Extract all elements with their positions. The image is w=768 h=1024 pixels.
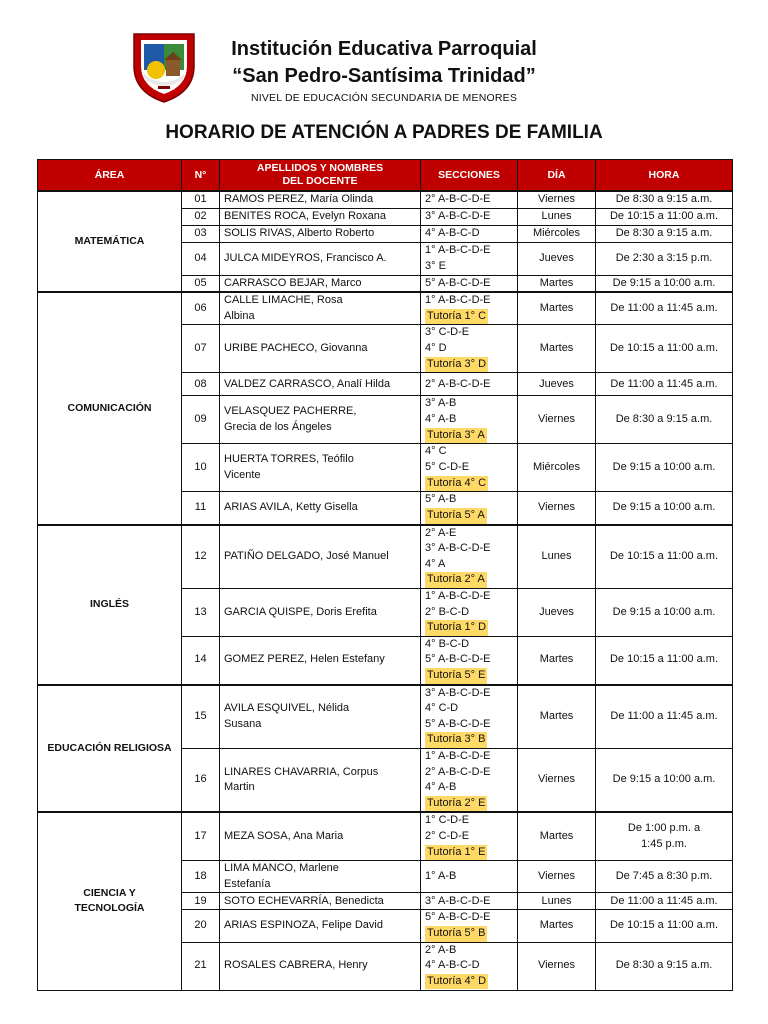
teacher-name-line: GARCIA QUISPE, Doris Erefita	[224, 605, 377, 618]
tutoria-badge: Tutoría 1° E	[425, 845, 487, 861]
time-line: De 11:00 a 11:45 a.m.	[610, 894, 718, 907]
teacher-name	[220, 636, 421, 684]
sections-cell	[421, 325, 518, 373]
day-cell: Lunes	[518, 893, 596, 910]
sections-cell	[421, 525, 518, 589]
section-line: 3° A-B-C-D-E	[425, 686, 491, 699]
teacher-name-line: VALDEZ CARRASCO, Analí Hilda	[224, 377, 391, 390]
area-name: TECNOLOGÍA	[74, 902, 145, 915]
area-cell	[38, 191, 182, 292]
section-line: 5° A-B-C-D-E	[425, 717, 491, 730]
tutoria-badge: Tutoría 5° B	[425, 926, 487, 942]
teacher-number: 13	[182, 588, 220, 636]
teacher-name	[220, 396, 421, 444]
sections-cell	[421, 396, 518, 444]
teacher-number: 09	[182, 396, 220, 444]
time-cell	[596, 748, 733, 812]
teacher-number: 21	[182, 942, 220, 990]
section-line: 1° A-B-C-D-E	[425, 294, 491, 307]
teacher-name-line: GOMEZ PEREZ, Helen Estefany	[224, 653, 385, 666]
table-row	[38, 292, 733, 325]
day-cell: Jueves	[518, 242, 596, 275]
section-line: 4° A	[425, 557, 446, 570]
day-cell: Martes	[518, 325, 596, 373]
section-line: 2° A-B-C-D-E	[425, 377, 491, 390]
day-cell: Viernes	[518, 492, 596, 525]
tutoria-line	[425, 796, 513, 812]
teacher-number: 20	[182, 910, 220, 942]
teacher-number: 01	[182, 191, 220, 208]
time-cell	[596, 325, 733, 373]
day-cell: Martes	[518, 275, 596, 292]
time-cell	[596, 208, 733, 225]
teacher-name-line: BENITES ROCA, Evelyn Roxana	[224, 209, 387, 222]
time-line: De 10:15 a 11:00 a.m.	[609, 653, 719, 666]
time-line: De 2:30 a 3:15 p.m.	[615, 251, 713, 264]
time-cell	[596, 861, 733, 893]
institution-name: Institución Educativa Parroquial	[231, 38, 537, 60]
teacher-number: 07	[182, 325, 220, 373]
teacher-name	[220, 861, 421, 893]
teacher-name-line: ROSALES CABRERA, Henry	[224, 959, 368, 972]
section-line: 5° C-D-E	[425, 461, 470, 474]
time-cell	[596, 685, 733, 749]
time-cell	[596, 636, 733, 684]
teacher-name	[220, 444, 421, 492]
section-line: 1° A-B-C-D-E	[425, 749, 491, 762]
teacher-name-line: Martin	[224, 781, 255, 794]
education-level: NIVEL DE EDUCACIÓN SECUNDARIA DE MENORES	[250, 92, 518, 104]
time-line: De 10:15 a 11:00 a.m.	[609, 209, 719, 222]
teacher-name	[220, 242, 421, 275]
time-cell	[596, 910, 733, 942]
tutoria-line	[425, 508, 513, 524]
sections-cell	[421, 225, 518, 242]
time-line: De 9:15 a 10:00 a.m.	[612, 605, 716, 618]
section-line: 2° A-B-C-D-E	[425, 193, 491, 205]
column-header-sections: SECCIONES	[421, 160, 518, 192]
teacher-name	[220, 910, 421, 942]
sections-cell	[421, 812, 518, 860]
teacher-name	[220, 685, 421, 749]
time-line: De 1:00 p.m. a	[627, 822, 701, 835]
teacher-name-line: CARRASCO BEJAR, Marco	[224, 276, 362, 289]
day-cell: Viernes	[518, 942, 596, 990]
section-line: 3° A-B	[425, 397, 457, 410]
teacher-name-line: URIBE PACHECO, Giovanna	[224, 342, 368, 355]
teacher-number: 05	[182, 275, 220, 292]
time-line: De 10:15 a 11:00 a.m.	[609, 549, 719, 562]
time-line: De 8:30 a 9:15 a.m.	[615, 959, 713, 972]
teacher-name-line: SOLIS RIVAS, Alberto Roberto	[224, 226, 375, 239]
teacher-name	[220, 492, 421, 525]
tutoria-badge: Tutoría 1° C	[425, 309, 488, 325]
day-cell: Martes	[518, 636, 596, 684]
time-cell	[596, 373, 733, 396]
day-cell: Viernes	[518, 748, 596, 812]
teacher-number: 16	[182, 748, 220, 812]
section-line: 4° A-B-C-D	[425, 959, 480, 972]
teacher-number: 04	[182, 242, 220, 275]
page-title: HORARIO DE ATENCIÓN A PADRES DE FAMILIA	[165, 122, 603, 143]
teacher-name-line: ARIAS AVILA, Ketty Gisella	[224, 501, 358, 514]
day-cell: Miércoles	[518, 444, 596, 492]
area-cell	[38, 292, 182, 524]
section-line: 3° E	[425, 259, 446, 272]
teacher-name-line: AVILA ESQUIVEL, Nélida	[224, 702, 350, 715]
tutoria-line	[425, 926, 513, 942]
teacher-name-line: HUERTA TORRES, Teófilo	[224, 453, 354, 466]
day-cell: Lunes	[518, 525, 596, 589]
teacher-name	[220, 191, 421, 208]
teacher-name-line: ARIAS ESPINOZA, Felipe David	[224, 919, 383, 932]
tutoria-line	[425, 620, 513, 636]
tutoria-line	[425, 357, 513, 373]
time-line: De 10:15 a 11:00 a.m.	[609, 919, 719, 932]
day-cell: Viernes	[518, 396, 596, 444]
sections-cell	[421, 636, 518, 684]
section-line: 3° A-B-C-D-E	[425, 542, 491, 555]
area-cell	[38, 685, 182, 813]
teacher-name-line: LIMA MANCO, Marlene	[224, 862, 339, 875]
day-cell: Viernes	[518, 191, 596, 208]
time-cell	[596, 225, 733, 242]
teacher-name	[220, 225, 421, 242]
section-line: 2° A-B-C-D-E	[425, 765, 491, 778]
sections-cell	[421, 893, 518, 910]
teacher-number: 17	[182, 812, 220, 860]
column-header-teacher-line1: APELLIDOS Y NOMBRES	[256, 162, 384, 174]
day-cell: Martes	[518, 685, 596, 749]
area-name: EDUCACIÓN RELIGIOSA	[47, 741, 172, 754]
column-header-teacher-line2: DEL DOCENTE	[282, 175, 358, 187]
sections-cell	[421, 191, 518, 208]
time-line: De 8:30 a 9:15 a.m.	[615, 226, 713, 239]
table-row	[38, 525, 733, 589]
tutoria-badge: Tutoría 4° D	[425, 974, 488, 990]
time-line: De 8:30 a 9:15 a.m.	[615, 413, 713, 426]
teacher-number: 19	[182, 893, 220, 910]
teacher-name-line: CALLE LIMACHE, Rosa	[224, 294, 343, 307]
sections-cell	[421, 942, 518, 990]
tutoria-badge: Tutoría 4° C	[425, 476, 488, 492]
section-line: 4° D	[425, 342, 447, 355]
teacher-name	[220, 588, 421, 636]
section-line: 2° B-C-D	[425, 605, 470, 618]
time-cell	[596, 893, 733, 910]
sections-cell	[421, 910, 518, 942]
time-cell	[596, 242, 733, 275]
teacher-name-line: Susana	[224, 717, 262, 730]
day-cell: Lunes	[518, 208, 596, 225]
table-row	[38, 685, 733, 749]
day-cell: Miércoles	[518, 225, 596, 242]
teacher-name	[220, 325, 421, 373]
column-header-teacher	[220, 160, 421, 192]
section-line: 1° A-B-C-D-E	[425, 244, 491, 256]
sections-cell	[421, 861, 518, 893]
section-line: 2° C-D-E	[425, 829, 470, 842]
section-line: 1° C-D-E	[425, 814, 470, 827]
schedule-table	[37, 159, 733, 991]
teacher-name-line: Albina	[224, 309, 255, 322]
time-line: De 11:00 a 11:45 a.m.	[610, 377, 718, 390]
tutoria-badge: Tutoría 2° E	[425, 796, 487, 812]
tutoria-badge: Tutoría 1° D	[425, 620, 488, 636]
teacher-name-line: Estefanía	[224, 877, 271, 890]
time-line: De 10:15 a 11:00 a.m.	[609, 342, 719, 355]
tutoria-badge: Tutoría 3° B	[425, 732, 487, 748]
time-line: De 7:45 a 8:30 p.m.	[615, 869, 713, 882]
teacher-name-line: Vicente	[224, 468, 261, 481]
time-cell	[596, 588, 733, 636]
time-cell	[596, 942, 733, 990]
tutoria-line	[425, 974, 513, 990]
tutoria-line	[425, 309, 513, 325]
teacher-number: 15	[182, 685, 220, 749]
time-cell	[596, 444, 733, 492]
teacher-number: 02	[182, 208, 220, 225]
tutoria-line	[425, 476, 513, 492]
teacher-name	[220, 292, 421, 325]
column-header-day: DÍA	[518, 160, 596, 192]
section-line: 4° A-B-C-D	[425, 226, 480, 239]
institution-subname: “San Pedro-Santísima Trinidad”	[232, 65, 536, 87]
section-line: 4° B-C-D	[425, 637, 470, 650]
teacher-number: 10	[182, 444, 220, 492]
sections-cell	[421, 685, 518, 749]
teacher-number: 14	[182, 636, 220, 684]
section-line: 4° A-B	[425, 413, 457, 426]
area-name: CIENCIA Y	[83, 886, 136, 899]
teacher-name-line: LINARES CHAVARRIA, Corpus	[224, 765, 379, 778]
tutoria-line	[425, 845, 513, 861]
teacher-name	[220, 748, 421, 812]
day-cell: Viernes	[518, 861, 596, 893]
teacher-name	[220, 812, 421, 860]
time-line: 1:45 p.m.	[641, 837, 687, 850]
sections-cell	[421, 588, 518, 636]
teacher-number: 06	[182, 292, 220, 325]
time-line: De 11:00 a 11:45 a.m.	[610, 709, 718, 722]
area-cell	[38, 812, 182, 990]
area-name: COMUNICACIÓN	[67, 401, 152, 414]
school-crest-icon	[128, 30, 200, 105]
tutoria-badge: Tutoría 2° A	[425, 572, 487, 588]
day-cell: Jueves	[518, 588, 596, 636]
tutoria-badge: Tutoría 5° E	[425, 668, 487, 684]
area-name: MATEMÁTICA	[74, 234, 145, 247]
tutoria-badge: Tutoría 3° D	[425, 357, 488, 373]
sections-cell	[421, 292, 518, 325]
teacher-number: 12	[182, 525, 220, 589]
section-line: 2° A-E	[425, 526, 457, 539]
section-line: 5° A-B-C-D-E	[425, 911, 491, 924]
section-line: 5° A-B	[425, 493, 457, 506]
time-line: De 9:15 a 10:00 a.m.	[612, 773, 716, 786]
sections-cell	[421, 275, 518, 292]
time-cell	[596, 492, 733, 525]
table-row	[38, 191, 733, 208]
teacher-name-line: PATIÑO DELGADO, José Manuel	[224, 549, 389, 562]
table-row	[38, 812, 733, 860]
day-cell: Jueves	[518, 373, 596, 396]
teacher-number: 08	[182, 373, 220, 396]
section-line: 3° A-B-C-D-E	[425, 209, 491, 222]
sections-cell	[421, 492, 518, 525]
teacher-number: 11	[182, 492, 220, 525]
section-line: 4° C	[425, 445, 447, 458]
time-cell	[596, 275, 733, 292]
time-line: De 11:00 a 11:45 a.m.	[610, 301, 718, 314]
sections-cell	[421, 373, 518, 396]
teacher-name-line: SOTO ECHEVARRÍA, Benedicta	[224, 894, 384, 907]
section-line: 5° A-B-C-D-E	[425, 653, 491, 666]
sections-cell	[421, 748, 518, 812]
area-cell	[38, 525, 182, 685]
time-cell	[596, 525, 733, 589]
teacher-name	[220, 942, 421, 990]
area-name: INGLÉS	[89, 597, 130, 610]
document-header	[0, 0, 768, 160]
section-line: 1° A-B	[425, 869, 457, 882]
teacher-name-line: JULCA MIDEYROS, Francisco A.	[224, 251, 387, 264]
section-line: 3° A-B-C-D-E	[425, 894, 491, 907]
table-header-row	[38, 160, 733, 192]
schedule-body	[38, 191, 733, 990]
day-cell: Martes	[518, 292, 596, 325]
day-cell: Martes	[518, 910, 596, 942]
section-line: 3° C-D-E	[425, 326, 470, 339]
tutoria-badge: Tutoría 3° A	[425, 428, 487, 444]
time-line: De 8:30 a 9:15 a.m.	[615, 193, 713, 205]
teacher-name-line: MEZA SOSA, Ana Maria	[224, 829, 344, 842]
time-cell	[596, 292, 733, 325]
tutoria-line	[425, 732, 513, 748]
teacher-name-line: VELASQUEZ PACHERRE,	[224, 405, 357, 418]
column-header-time: HORA	[596, 160, 733, 192]
time-cell	[596, 812, 733, 860]
sections-cell	[421, 208, 518, 225]
teacher-name	[220, 275, 421, 292]
column-header-number: N°	[182, 160, 220, 192]
time-cell	[596, 191, 733, 208]
column-header-area: ÁREA	[38, 160, 182, 192]
time-line: De 9:15 a 10:00 a.m.	[612, 501, 716, 514]
sections-cell	[421, 444, 518, 492]
section-line: 4° C-D	[425, 702, 459, 715]
tutoria-badge: Tutoría 5° A	[425, 508, 487, 524]
section-line: 2° A-B	[425, 943, 457, 956]
teacher-name	[220, 893, 421, 910]
teacher-name-line: Grecia de los Ángeles	[224, 420, 332, 433]
section-line: 1° A-B-C-D-E	[425, 589, 491, 602]
teacher-number: 18	[182, 861, 220, 893]
section-line: 5° A-B-C-D-E	[425, 276, 491, 289]
teacher-name	[220, 208, 421, 225]
time-cell	[596, 396, 733, 444]
teacher-name-line: RAMOS PEREZ, María Olinda	[224, 193, 374, 205]
time-line: De 9:15 a 10:00 a.m.	[612, 461, 716, 474]
teacher-name	[220, 373, 421, 396]
teacher-name	[220, 525, 421, 589]
tutoria-line	[425, 668, 513, 684]
tutoria-line	[425, 428, 513, 444]
section-line: 4° A-B	[425, 781, 457, 794]
time-line: De 9:15 a 10:00 a.m.	[612, 276, 716, 289]
teacher-number: 03	[182, 225, 220, 242]
day-cell: Martes	[518, 812, 596, 860]
tutoria-line	[425, 572, 513, 588]
sections-cell	[421, 242, 518, 275]
